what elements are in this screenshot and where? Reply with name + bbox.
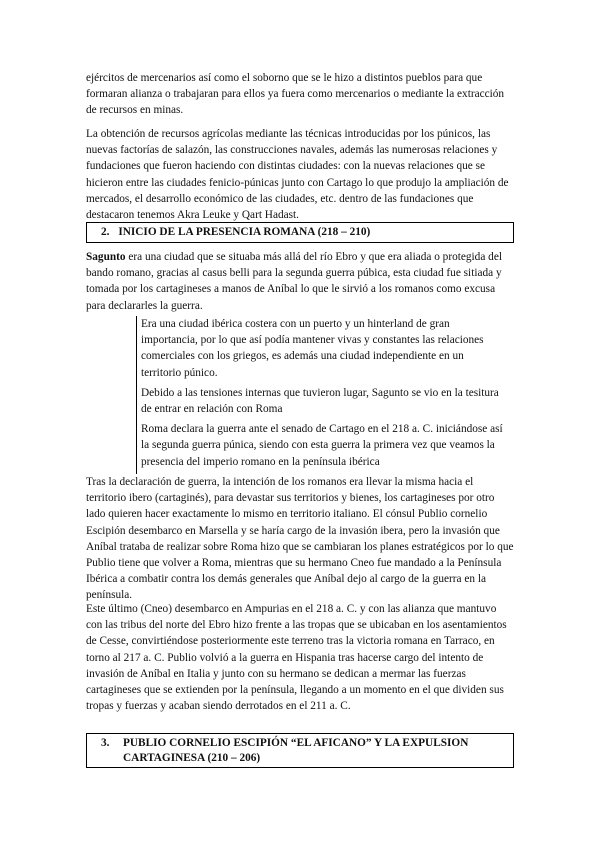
quote-paragraph: Roma declara la guerra ante el senado de Cartago en el 218 a. C. iniciándose así la segunda guerra púnica, siendo con esta guerra la primera vez que veamos la presencia del imperio romano en la península ibérica: [141, 423, 503, 468]
paragraph-mercenarios: ejércitos de mercenarios así como el soborno que se le hizo a distintos pueblos para que formaran alianza o trabajaran para ellos ya fuera como mercenarios o mediante la extracción de recursos en minas.: [86, 72, 505, 117]
quote-paragraph: Era una ciudad ibérica costera con un puerto y un hinterland de gran importancia, por lo que así podía mantener vivas y constantes las relaciones comerciales con los griegos, es además una ciudad independiente en un territorio púnico.: [141, 318, 484, 379]
section-heading-3: [86, 733, 514, 768]
paragraph-recursos: La obtención de recursos agrícolas mediante las técnicas introducidas por los púnicos, las nuevas factorías de salazón, las construcciones navales, además las numerosas relaciones y fundaciones que fueron haciendo con distintas ciudades: con la nuevas relaciones que se hicieron entre las ciudades fenicio-púnicas junto con Cartago lo que produjo la ampliación de mercados, el desarrollo económico de las ciudades, etc. dentro de las fundaciones que destacaron tenemos Akra Leuke y Qart Hadast.: [86, 128, 509, 222]
quote-paragraph: Debido a las tensiones internas que tuvieron lugar, Sagunto se vio en la tesitura de entrar en relación con Roma: [141, 386, 499, 416]
section-number: 3.: [101, 737, 110, 749]
section-number: 2.: [101, 226, 110, 238]
section-heading-2: [86, 222, 514, 243]
section-title: PUBLIO CORNELIO ESCIPIÓN “EL AFICANO” Y LA EXPULSION CARTAGINESA (210 – 206): [123, 737, 469, 764]
paragraph-cneo: Este último (Cneo) desembarco en Ampurias en el 218 a. C. y con las alianza que mantuvo con las tribus del norte del Ebro hizo frente a las tropas que se ubicaban en los asentamientos de Cesse, convirtiéndose posteriormente este terreno tras la victoria romana en Tarraco, en torno al 217 a. C. Publio volvió a la guerra en Hispania tras hacerse cargo del intento de invasión de Aníbal en Italia y junto con su hermano se dedican a mermar las fuerzas cartagineses que se extienden por la península, llegando a un momento en el que dividen sus tropas y fuerzas y acaban siendo derrotados en el 211 a. C.: [86, 603, 507, 713]
paragraph-sagunto: [86, 249, 514, 314]
section-title: INICIO DE LA PRESENCIA ROMANA (218 – 210): [118, 226, 371, 238]
indented-quote-block: [136, 316, 506, 474]
paragraph-text: era una ciudad que se situaba más allá del río Ebro y que era aliada o protegida del bando romano, gracias al casus belli para la segunda guerra púbica, esta ciudad fue sitiada y tomada por los cartagineses a manos de Aníbal lo que le sirvió a los romanos como excusa para declararles la guerra.: [86, 251, 502, 312]
bold-term: Sagunto: [86, 251, 126, 263]
paragraph-declaracion-guerra: Tras la declaración de guerra, la intención de los romanos era llevar la misma hacia el territorio ibero (cartaginés), para devastar sus territorios y bienes, los cartagineses por otro lado quieren hacer exactamente lo mismo en territorio italiano. El cónsul Publio cornelio Escipión desembarco en Marsella y se haría cargo de la invasión ibera, pero la invasión que Aníbal trataba de realizar sobre Roma hizo que se cambiaran los planes estratégicos por lo que Publio tiene que volver a Roma, mientras que su hermano Cneo fue mandado a la Península Ibérica a combatir contra los demás generales que Aníbal dejo al cargo de la guerra en la península.: [86, 476, 514, 602]
